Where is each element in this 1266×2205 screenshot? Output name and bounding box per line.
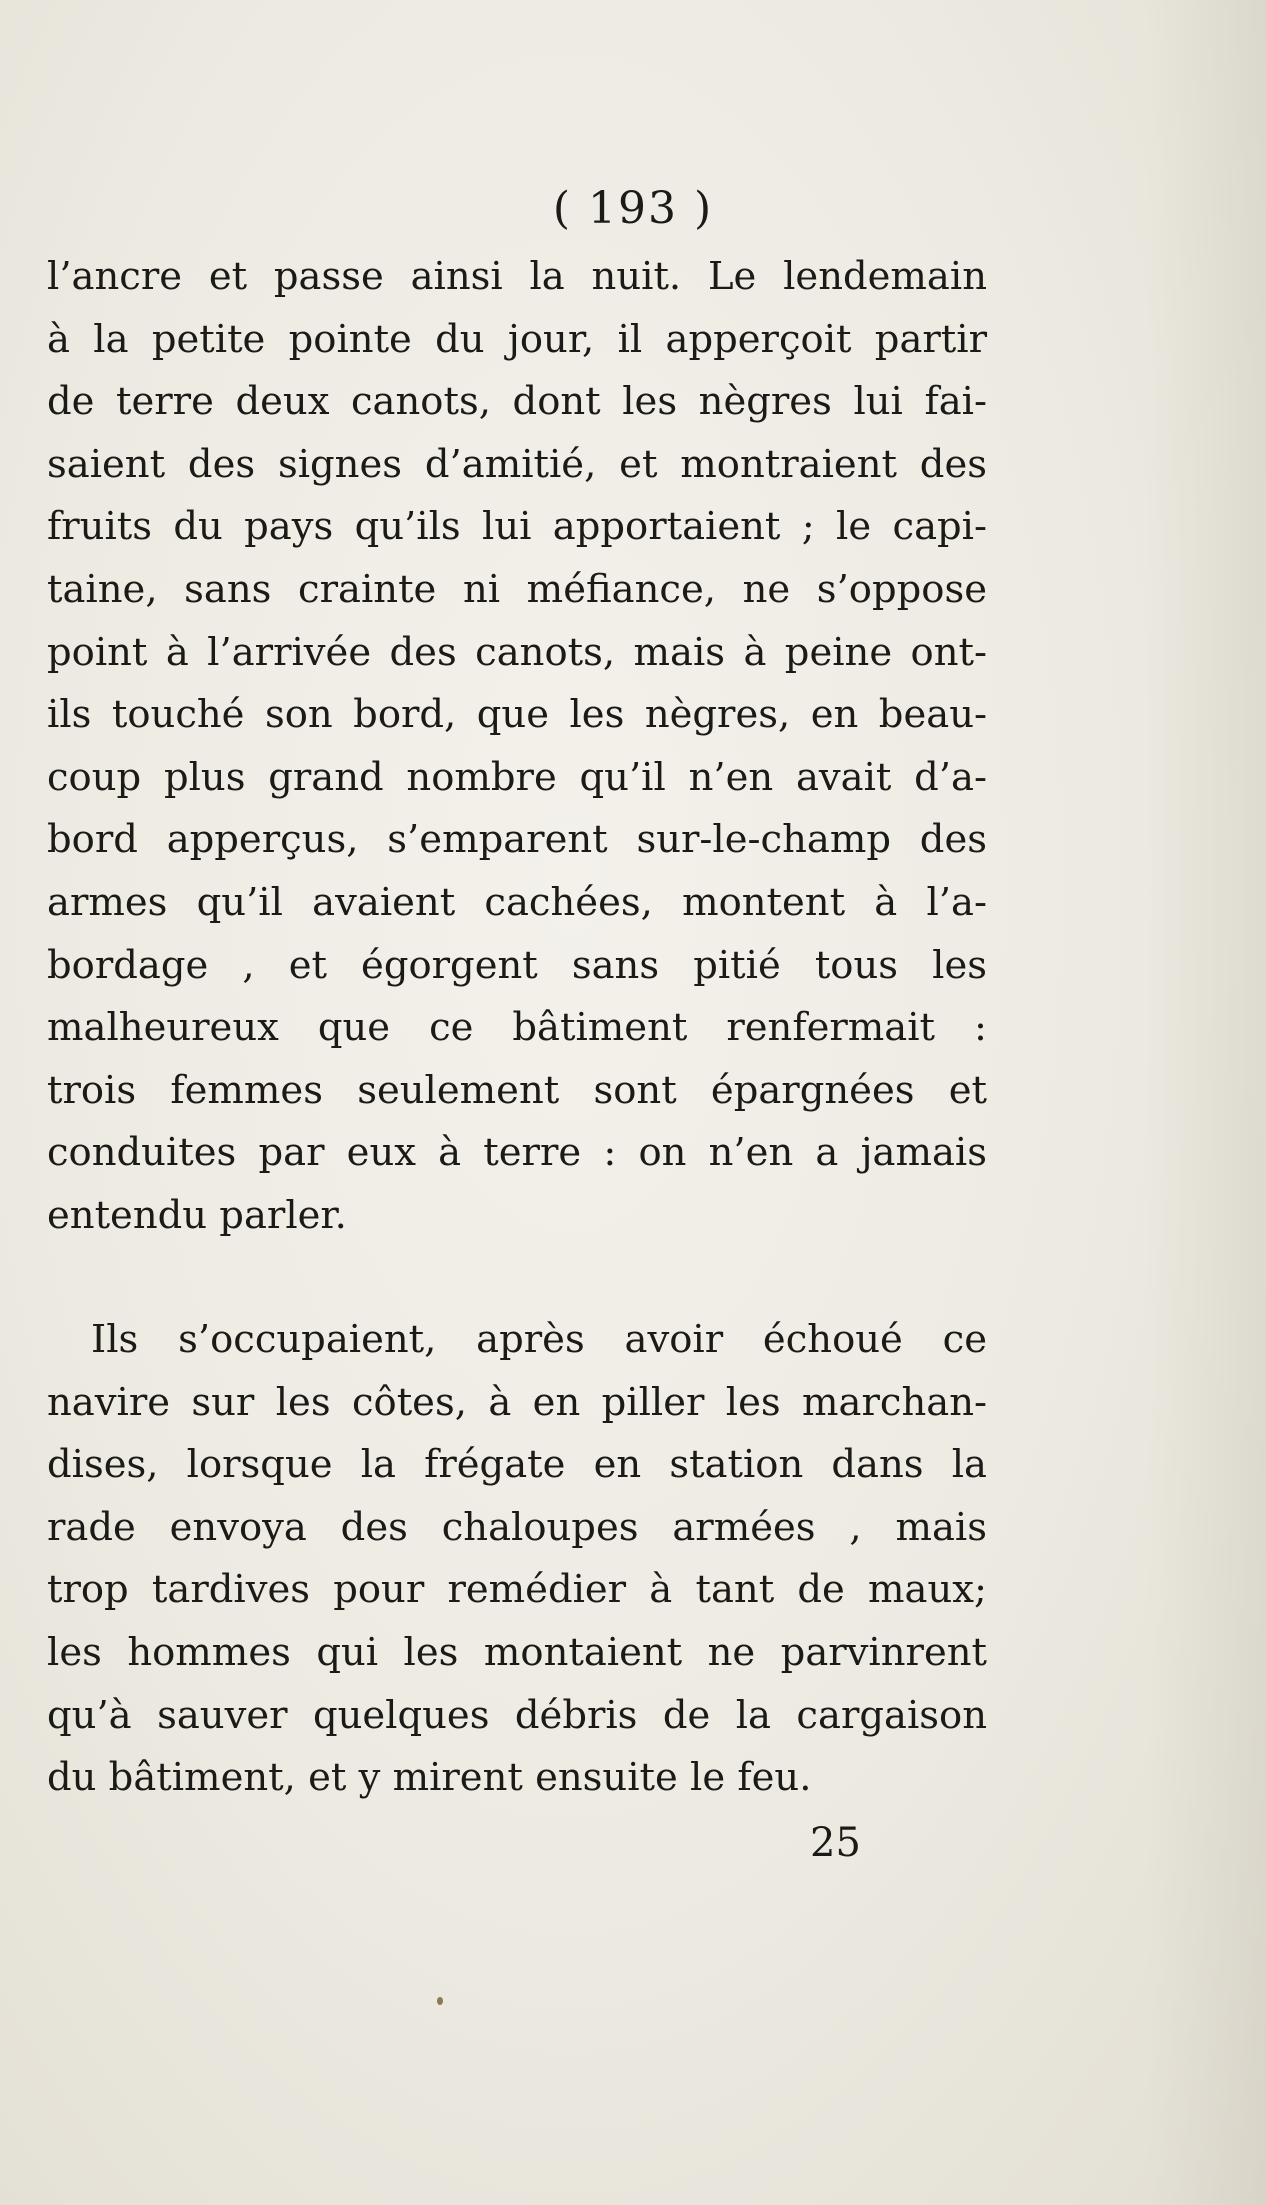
text-line: entendu parler. bbox=[47, 1192, 347, 1238]
text-line: Ils s’occupaient, après avoir échoué ce bbox=[91, 1317, 987, 1362]
text-line: l’ancre et passe ainsi la nuit. Le lendemain bbox=[47, 254, 987, 299]
text-line: bord apperçus, s’emparent sur-le-champ des bbox=[47, 817, 987, 863]
text-line: ils touché son bord, que les nègres, en beau- bbox=[47, 692, 987, 738]
page-edge-shading bbox=[1146, 0, 1266, 2205]
signature-mark: 25 bbox=[810, 1820, 861, 1866]
text-line: navire sur les côtes, à en piller les marchan- bbox=[47, 1379, 987, 1425]
text-line: trop tardives pour remédier à tant de maux; bbox=[47, 1567, 987, 1613]
text-line: à la petite pointe du jour, il apperçoit partir bbox=[47, 316, 987, 362]
paragraph-1 bbox=[47, 246, 987, 1248]
paragraph-2 bbox=[47, 1309, 987, 1810]
text-line: les hommes qui les montaient ne parvinrent bbox=[47, 1629, 987, 1675]
text-line: dises, lorsque la frégate en station dans la bbox=[47, 1442, 987, 1488]
text-line: taine, sans crainte ni méfiance, ne s’oppose bbox=[47, 566, 987, 612]
text-line: malheureux que ce bâtiment renfermait : bbox=[47, 1005, 987, 1051]
text-line: coup plus grand nombre qu’il n’en avait d’a- bbox=[47, 754, 987, 800]
text-line: conduites par eux à terre : on n’en a jamais bbox=[47, 1130, 987, 1176]
text-line: saient des signes d’amitié, et montraient des bbox=[47, 441, 987, 487]
page-number-header: ( 193 ) bbox=[552, 183, 714, 234]
text-line: fruits du pays qu’ils lui apportaient ; le capi- bbox=[47, 504, 987, 550]
text-line: qu’à sauver quelques débris de la cargaison bbox=[47, 1692, 987, 1738]
text-line: point à l’arrivée des canots, mais à peine ont- bbox=[47, 629, 987, 675]
text-line: armes qu’il avaient cachées, montent à l’a- bbox=[47, 879, 987, 925]
text-line: bordage , et égorgent sans pitié tous les bbox=[47, 942, 987, 988]
text-line: du bâtiment, et y mirent ensuite le feu. bbox=[47, 1755, 812, 1801]
text-line: trois femmes seulement sont épargnées et bbox=[47, 1067, 987, 1113]
text-line: rade envoya des chaloupes armées , mais bbox=[47, 1504, 987, 1550]
text-line: de terre deux canots, dont les nègres lui fai- bbox=[47, 379, 987, 425]
paper-speck bbox=[437, 1997, 443, 2005]
